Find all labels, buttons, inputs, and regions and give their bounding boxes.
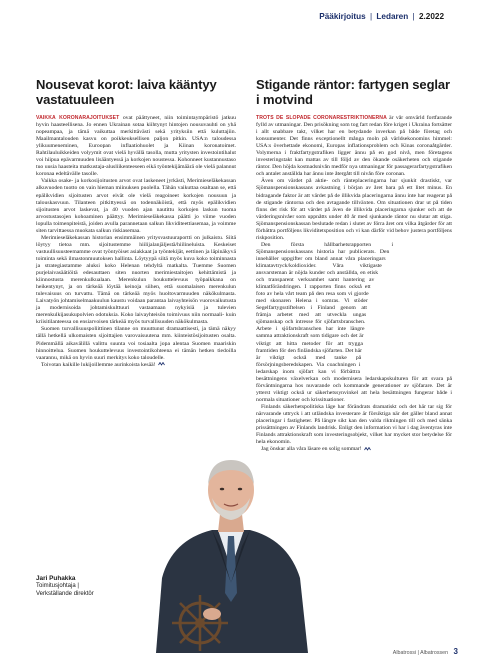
page-header <box>319 12 444 26</box>
signature-block <box>36 575 94 598</box>
end-mark-icon <box>158 362 165 366</box>
ceo-portrait-photo <box>142 418 320 653</box>
article-title-fi: Nousevat korot: laiva kääntyy vastatuuleen <box>36 77 217 107</box>
signature-title-fi: Toimitusjohtaja | <box>36 583 79 589</box>
paragraph: TROTS DE SLOPADE CORONARESTRIKTIONERNA är vår omvärld fortfarande fylld av utmaningar. Den prisökning som tog fart redan före kriget i Ukraina fortsätter i allt snabbare takt, vilket har en betydande inverkan på både företag och konsumenter. Det finns exceptionellt många moln på världsekonomins himmel: USA:s överhettade ekonomi, Europas inflationsproblem och Kinas coronaåtgärder. Volymerna i fraktfartygstrafiken ligger ännu på en god nivå, men företagens investeringstakt kan mattas av till följd av den ökande osäkerheten och stigande räntor. Den höjda kostnadsnivån medför nya utmaningar för passagerarfartygstrafiken och antalet anställda har ännu inte återgått till nivån före coronan. <box>256 115 452 178</box>
paragraph: Suomen turvallisuuspoliittinen tilanne on muuttunut dramaattisesti, ja tämä näkyy tällä hetkellä ulkomaisten sijoittajien varovaisuutena mm. kiinteistösijoitusten osalta. Pidemmällä aikavälillä valittu suunta voi tosiaalta jopa alentaa Suomen maariskin hinnoittelua. Suomen houkuttelevuus investointikohteena ei tämän hetken tiedoilla vaarannu, mikä on hyvin suuri merkitys koko taloudelle. <box>36 326 236 361</box>
signature-title-sv: Verkställande direktör <box>36 591 94 597</box>
header-issue-date: 2.2022 <box>418 12 444 21</box>
header-separator: | <box>369 12 373 21</box>
paragraph: Merimieseläkekassan historian ensimmäinen yritysvastuuraportti on julkaistu. Siitä löytyy tietoa mm. sijoitustemme hiilijalanjäljestä/hiilineluista. Keskeiset vastuullisuusteemamme ovat työntyöiset asiakkaat ja työntekijät, eettinen ja läpinäkyvä toiminta sekä ilmastonmuutoksen hallinta. Löytyypä siitä myös kuva koko toiminnasta ja strategiastamme aluksi koko Helenan tehdyltä matkalta. Tuemme Suomen purjelaivasäätiöitä edesauttaen siten nuorten merimiestaitojen kehittämistä ja kiinnostusta merenkulkualaan. Merenkulun houkuttelevuus työpaikkana on heikentynyt, ja on tärkeää löytää keinoja siihen, että suomalaisen merenkulun tulevaisuus on turvattu. Tämä on tärkeää myös huoltovarmuuden näkökulmasta. Laivatyön johtamiselmaakuulun kaustu voidaan parantaa laivayhteisön vuorovaikutusta ja modernisoida johtamiskulttuuri vastaamaan nykyisiä ja tulevien merenkulkijasukupolvien odotuksia. Koko laivayhteisön toimivuus niin normaali- kuin kriisitilanteessa on ensiarvoisen tärkeää myös turvallisuuden näkökulmasta. <box>36 234 236 326</box>
paragraph: Toivotan kaikille lukijoillemme aurinkoista kesää! <box>36 362 236 369</box>
header-section-sv: Ledaren <box>376 12 409 21</box>
article-title-sv: Stigande räntor: fartygen seglar i motvind <box>256 77 451 107</box>
header-section-fi: Pääkirjoitus <box>319 12 366 21</box>
paragraph: Den första hållbarhetsrapporten i Sjömanspensionskassans historia har publicerats. Den innehåller uppgifter om bland annat våra placeringars klimatavtryck/koldioxider. Våra viktigaste ansvarsteman är nöjda kunder och anställda, en etisk och transparent verksamhet samt hantering av klimatförändringen. I rapporten finns också ett foto av hela vårt team på den resa som vi gjorde med skonaren Helena i somras. Vi stöder Segelfartygsstiftelsen i Finland genom att främja arbetet med att utveckla ungas sjömanskap och intresse för sjöfartsbranschen. Arbete i sjöfartsbranschen har inte längre samma attraktionskraft som tidigare och det är viktigt att hitta metoder för att trygga framtiden för den finländska sjöfarten. Det här är viktigt också med tanke på försörjningsberedskapen. Via coachningen i ledarskap inom sjöfart kan vi förbättra besättningens växelverkan och modernisera ledarskapskulturen för att svara på förväntningarna hos nuvarande och kommande generationer av sjöfarare. Det är ytterst viktigt också ur säkerhetssynvinkel att hela besättningen fungerar både i normala situationer och krissituationer. <box>256 241 452 403</box>
article-body-sv <box>256 115 452 453</box>
header-separator-2: | <box>412 12 415 21</box>
paragraph: Jag önskar alla våra läsare en solig sommar! <box>256 446 452 453</box>
editorial-swedish <box>256 78 452 453</box>
page-footer <box>393 647 458 656</box>
footer-publication: Albatrossi | Albatrossen <box>392 650 449 656</box>
editorial-finnish <box>36 78 236 369</box>
article-body-fi <box>36 115 236 369</box>
lead-in-fi: VAIKKA KORONARAJOITUKSET <box>36 115 120 121</box>
end-mark-icon <box>364 447 371 451</box>
paragraph: Vaikka osake- ja korkosijoitusten arvot ovat laskeneet jyrkästi, Merimieseläkekassan alkuvuoden tuotto on vain hieman miinuksen puolella. Tähän vaikuttaa osaltaan se, että epälikvidien sijoitusten arvot eivät ole vielä reagoineet korkojen nousuun ja talouskasvuun. Tilanteen pitkittyessä on todennäköistä, että myös epälikvidien sijoitusten arvot laskevat, ja 40 vuoden ajan nautittu korkojen laskun tuoma arvostustasojen kohoaminen päättyy. Merimieseläkekassa päätti jo viime vuoden lopulla toimenpiteistä, joiden avulla parannetaan salkun likviditeettiasemaa, ja voimme siten tarvittaessa muokata salkun riskiasemaa. <box>36 178 236 234</box>
paragraph: Även om värdet på aktie- och ränteplaceringarna har sjunkit drastiskt, var Sjömanspensionskassans avkastning i början av året bara på ett litet minus. En bidragande faktor är att värdet på de illikvida placeringarna ännu inte har reagerat på de stigande räntorna och den avtagande tillväxten. Om situationen drar ut på tiden finns det risk för att värdet på även de illikvida placeringarna sjunker och att de värderingsnivåer som uppnåtts under 40 år med sjunkande räntor nu slutar att stiga. Sjömanspensionskassan beslutade redan i slutet av förra året om vilka åtgärder för att förbättra portföljens likviditetsposition och vi kan därför vid behov justera portföljens riskposition. <box>256 178 452 241</box>
page-number: 3 <box>453 647 458 656</box>
lead-in-sv: TROTS DE SLOPADE CORONARESTRIKTIONERNA <box>256 115 387 121</box>
paragraph: VAIKKA KORONARAJOITUKSET ovat päättyneet, niin toimintaympäristö jatkuu hyvin haasteellisena. Jo ennen Ukrainan sotaa kiihtynyt hintojen nousuvauhti on yhä nopeampaa, ja tämä vaikuttaa merkittävästi sekä yrityksiin että kuluttajiin. Maailmantalouden kasvu on poikkeuksellisen paljon pitkin. USA:n taloudessa ylikuumeneminen, Euroopan inflaatiohuolet ja Kiinan koronatoimet. Rahtilauluikkeiden volyymit ovat vielä hyvällä tasolla, mutta yritysten investointihalut voi hiipua epävarmuuden lisääntyessä ja korkojen noustessa. Kohonneet kustannustaso tuo uusia haasteita matkustaja-alusliikenteeseen eikä työntekijämäärä ole vielä palannut koronaa edeltävälle tasolle. <box>36 115 236 178</box>
signature-name: Jari Puhakka <box>36 575 76 582</box>
paragraph: Finlands säkerhetspolitiska läge har förändrats dramatiskt och det här tar sig för närvarande uttryck i att utländska investerare är försiktiga när det gäller bland annat placeringar i fastigheter. På längre sikt kan den valda riktningen till och med sänka prissättningen av Finlands landrisk. Enligt den information vi har i dag äventyras inte Finlands attraktionskraft som investeringsobjekt, vilket har mycket stor betydelse för hela ekonomin. <box>256 403 452 446</box>
